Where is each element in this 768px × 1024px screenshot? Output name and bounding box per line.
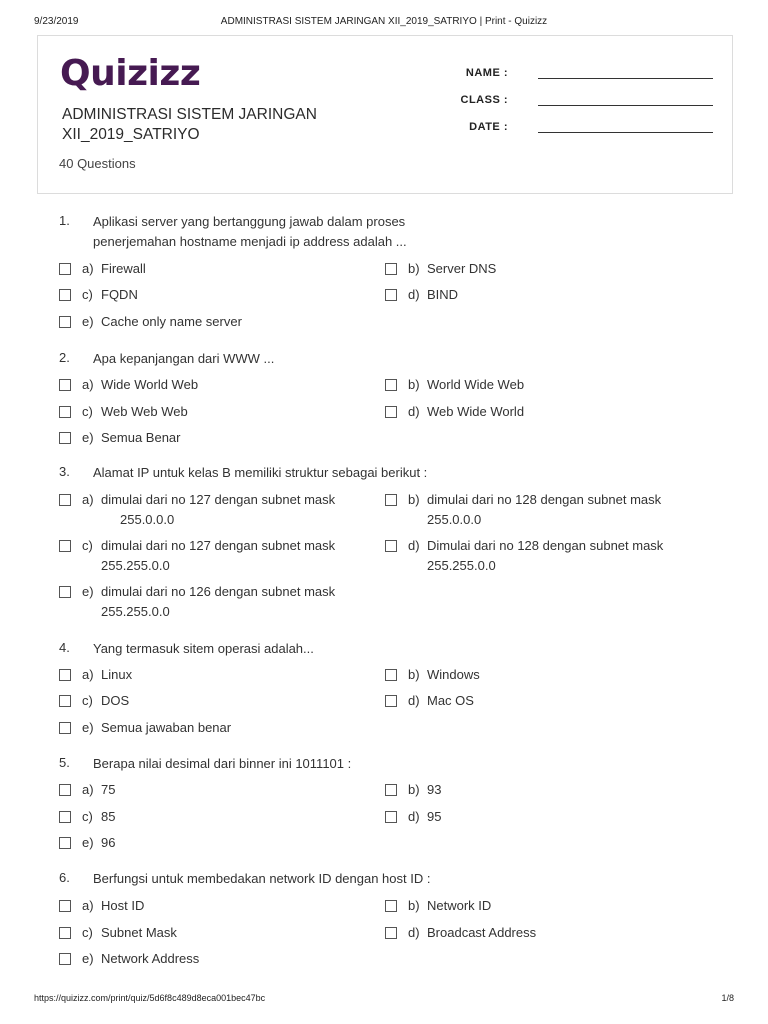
option-letter: e) [82,835,94,850]
checkbox[interactable] [59,379,71,391]
name-field [418,67,718,83]
option-letter: d) [408,538,420,553]
option-letter: b) [408,782,420,797]
option-letter: d) [408,693,420,708]
option-text: BIND [427,287,459,302]
option-text [427,490,707,529]
option-text: FQDN [101,287,138,302]
checkbox[interactable] [59,432,71,444]
checkbox[interactable] [59,722,71,734]
name-line [538,78,713,79]
option-letter: b) [408,261,420,276]
option-text [101,582,381,621]
question-text-line1: Aplikasi server yang bertanggung jawab dalam proses [93,214,406,229]
checkbox[interactable] [385,669,397,681]
question-count: 40 Questions [59,156,136,171]
option-letter: b) [408,492,420,507]
checkbox[interactable] [59,406,71,418]
question-text: Berfungsi untuk membedakan network ID dengan host ID : [93,871,431,886]
option-text: 95 [427,809,442,824]
checkbox[interactable] [59,316,71,328]
class-line [538,105,713,106]
question-text [93,212,463,252]
checkbox[interactable] [385,900,397,912]
option-text: Wide World Web [101,377,199,392]
checkbox[interactable] [59,900,71,912]
option-text: 85 [101,809,116,824]
class-field [418,94,718,110]
checkbox[interactable] [59,669,71,681]
option-letter: b) [408,898,420,913]
option-text: Host ID [101,898,145,913]
checkbox[interactable] [59,784,71,796]
option-letter: b) [408,667,420,682]
option-letter: e) [82,314,94,329]
checkbox[interactable] [385,494,397,506]
option-text: Web Web Web [101,404,188,419]
option-text-line2: 255.255.0.0 [427,557,496,573]
option-letter: d) [408,287,420,302]
option-letter: c) [82,925,93,940]
option-text: Network Address [101,951,200,966]
option-text [101,536,381,575]
option-letter: c) [82,287,93,302]
print-footer [34,993,734,1005]
option-letter: e) [82,951,94,966]
option-letter: d) [408,809,420,824]
quizizz-logo: Quizizz [60,53,201,94]
question-number: 1. [59,213,70,228]
option-text: DOS [101,693,130,708]
checkbox[interactable] [385,540,397,552]
quiz-title-line1: ADMINISTRASI SISTEM JARINGAN [62,106,317,123]
question-number: 4. [59,640,70,655]
option-text-line2: 255.0.0.0 [120,511,175,527]
checkbox[interactable] [385,379,397,391]
option-letter: c) [82,404,93,419]
option-text-line1: dimulai dari no 127 dengan subnet mask [101,492,336,507]
option-text: World Wide Web [427,377,525,392]
option-letter: e) [82,584,94,599]
option-text: Server DNS [427,261,497,276]
checkbox[interactable] [385,289,397,301]
option-letter: d) [408,925,420,940]
print-title: ADMINISTRASI SISTEM JARINGAN XII_2019_SATRIYO | Print - Quizizz [220,16,548,27]
option-letter: a) [82,492,94,507]
option-text [427,536,707,575]
question-text: Alamat IP untuk kelas B memiliki struktur sebagai berikut : [93,465,428,480]
option-text-line2: 255.255.0.0 [101,557,170,573]
checkbox[interactable] [385,263,397,275]
question-number: 2. [59,350,70,365]
option-text: Web Wide World [427,404,525,419]
question-text: Berapa nilai desimal dari binner ini 1011101 : [93,756,352,771]
checkbox[interactable] [59,927,71,939]
option-letter: b) [408,377,420,392]
quiz-header-card [37,35,733,194]
checkbox[interactable] [385,784,397,796]
option-text: Cache only name server [101,314,242,329]
option-letter: a) [82,377,94,392]
question-number: 6. [59,870,70,885]
option-letter: a) [82,667,94,682]
option-letter: c) [82,538,93,553]
page-number: 1/8 [721,993,734,1003]
question-text: Yang termasuk sitem operasi adalah... [93,641,314,656]
quiz-title-line2: XII_2019_SATRIYO [62,126,200,143]
question-number: 3. [59,464,70,479]
option-letter: e) [82,430,94,445]
question-text: Apa kepanjangan dari WWW ... [93,351,275,366]
option-text-line2: 255.0.0.0 [427,511,482,527]
checkbox[interactable] [59,263,71,275]
option-letter: a) [82,261,94,276]
quiz-title [62,105,362,145]
option-letter: d) [408,404,420,419]
option-text: Network ID [427,898,492,913]
checkbox[interactable] [59,289,71,301]
question-number: 5. [59,755,70,770]
option-text: Linux [101,667,133,682]
page-url: https://quizizz.com/print/quiz/5d6f8c489d8eca001bec47bc [34,993,266,1003]
option-text: 93 [427,782,442,797]
option-text: Firewall [101,261,146,276]
checkbox[interactable] [59,811,71,823]
option-letter: c) [82,693,93,708]
option-text-line1: Dimulai dari no 128 dengan subnet mask [427,538,664,553]
date-label: DATE : [469,121,508,133]
name-label: NAME : [465,67,508,79]
checkbox[interactable] [385,811,397,823]
date-line [538,132,713,133]
class-label: CLASS : [460,94,508,106]
option-text: 96 [101,835,116,850]
option-text: Semua Benar [101,430,181,445]
option-text: Broadcast Address [427,925,537,940]
option-text-line1: dimulai dari no 126 dengan subnet mask [101,584,336,599]
option-text [101,490,381,529]
checkbox[interactable] [59,586,71,598]
option-text: Semua jawaban benar [101,720,232,735]
print-header [34,16,734,30]
option-letter: a) [82,782,94,797]
question-text-line2: penerjemahan hostname menjadi ip address adalah ... [93,234,407,249]
option-text: Subnet Mask [101,925,177,940]
checkbox[interactable] [59,953,71,965]
option-text: Windows [427,667,480,682]
checkbox[interactable] [59,494,71,506]
option-letter: a) [82,898,94,913]
option-text-line1: dimulai dari no 128 dengan subnet mask [427,492,662,507]
checkbox[interactable] [385,695,397,707]
option-text-line2: 255.255.0.0 [101,603,170,619]
checkbox[interactable] [59,695,71,707]
checkbox[interactable] [59,837,71,849]
checkbox[interactable] [59,540,71,552]
checkbox[interactable] [385,406,397,418]
option-text-line1: dimulai dari no 127 dengan subnet mask [101,538,336,553]
date-field [418,121,718,137]
option-text: Mac OS [427,693,474,708]
print-date: 9/23/2019 [34,16,79,27]
option-text: 75 [101,782,116,797]
checkbox[interactable] [385,927,397,939]
option-letter: c) [82,809,93,824]
option-letter: e) [82,720,94,735]
